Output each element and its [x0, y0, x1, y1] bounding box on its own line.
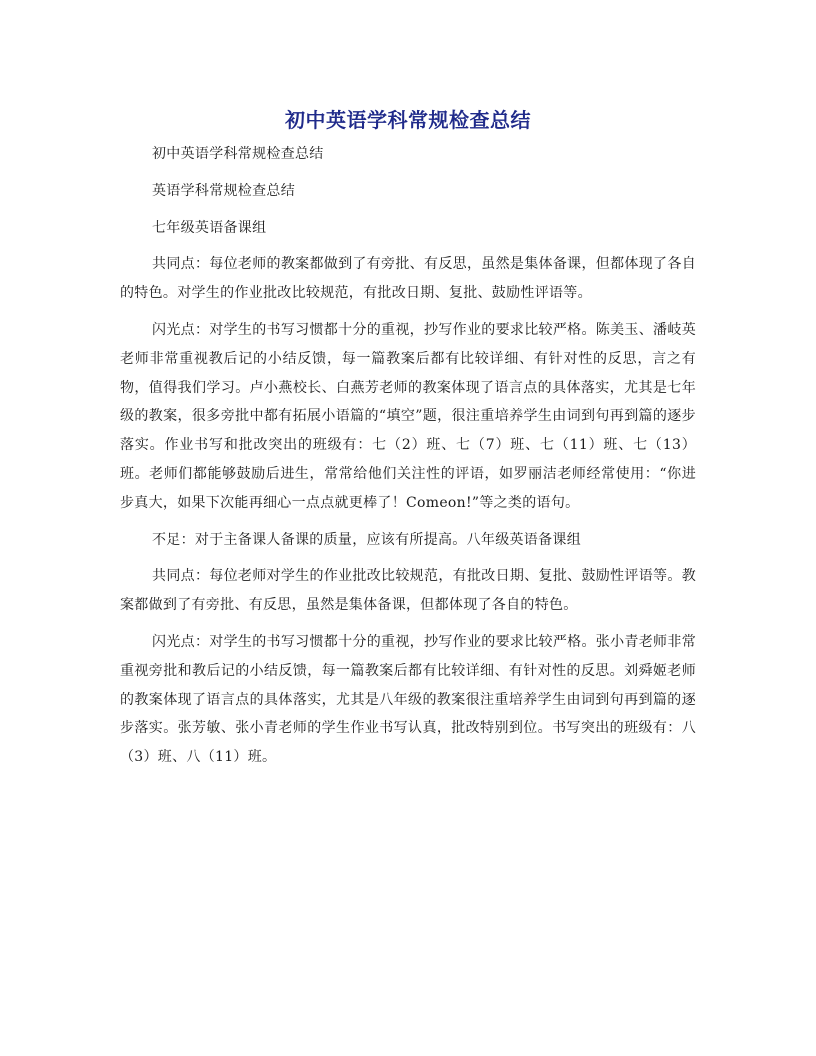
- document-body: [120, 140, 696, 780]
- paragraph-grade7-shortcomings: 不足：对于主备课人备课的质量，应该有所提高。八年级英语备课组: [152, 531, 581, 548]
- paragraph-grade7-highlights: 闪光点：对学生的书写习惯都十分的重视，抄写作业的要求比较严格。陈美玉、潘岐英老师非常重视教后记的小结反馈，每一篇教案后都有比较详细、有针对性的反思，言之有物，值得我们学习。卢小燕校长、白燕芳老师的教案体现了语言点的具体落实，尤其是七年级的教案，很多旁批中都有拓展小语篇的“填空”题，很注重培养学生由词到句再到篇的逐步落实。作业书写和批改突出的班级有：七（2）班、七（7）班、七（11）班、七（13）班。老师们都能够鼓励后进生，常常给他们关注性的评语，如罗丽洁老师经常使用：“你进步真大，如果下次能再细心一点点就更棒了！Comeon!”等之类的语句。: [120, 321, 696, 511]
- document-title: 初中英语学科常规检查总结: [285, 108, 531, 132]
- paragraph-subtitle-1: 初中英语学科常规检查总结: [152, 146, 324, 162]
- paragraph-subtitle-2: 英语学科常规检查总结: [152, 182, 295, 199]
- paragraph-grade7-heading: 七年级英语备课组: [152, 219, 267, 236]
- paragraph-grade7-common: 共同点：每位老师的教案都做到了有旁批、有反思，虽然是集体备课，但都体现了各自的特色。对学生的作业批改比较规范，有批改日期、复批、鼓励性评语等。: [120, 256, 696, 302]
- paragraph-grade8-highlights: 闪光点：对学生的书写习惯都十分的重视，抄写作业的要求比较严格。张小青老师非常重视旁批和教后记的小结反馈，每一篇教案后都有比较详细、有针对性的反思。刘舜姬老师的教案体现了语言点的具体落实，尤其是八年级的教案很注重培养学生由词到句再到篇的逐步落实。张芳敏、张小青老师的学生作业书写认真，批改特别到位。书写突出的班级有：八（3）班、八（11）班。: [120, 633, 696, 766]
- paragraph-grade8-common: 共同点：每位老师对学生的作业批改比较规范，有批改日期、复批、鼓励性评语等。教案都做到了有旁批、有反思，虽然是集体备课，但都体现了各自的特色。: [120, 568, 696, 614]
